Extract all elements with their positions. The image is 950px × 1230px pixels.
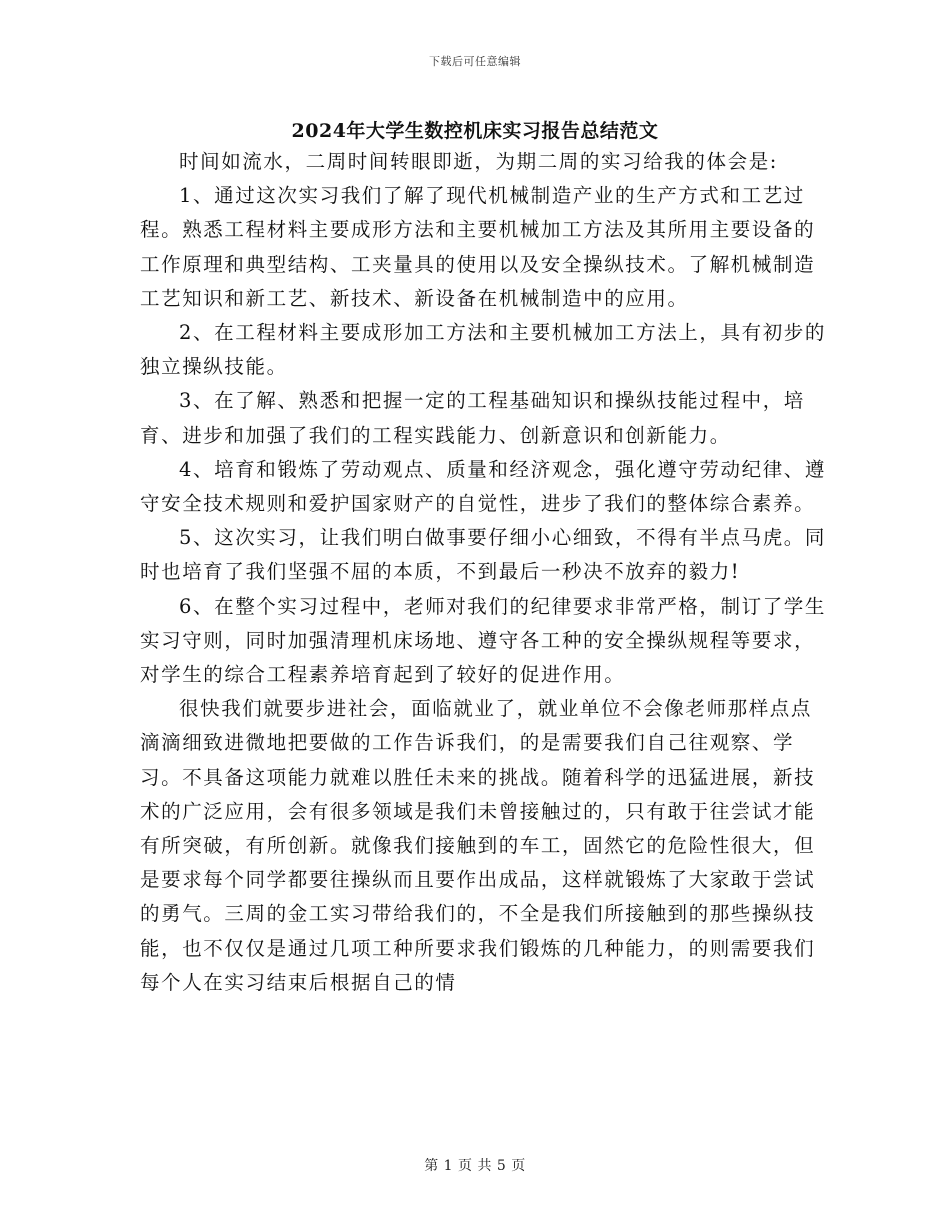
paragraph-point-6: 6、在整个实习过程中，老师对我们的纪律要求非常严格，制订了学生实习守则，同时加强清理机床场地、遵守各工种的安全操纵规程等要求，对学生的综合工程素养培育起到了较好的促进作用。	[140, 594, 827, 687]
header-note: 下载后可任意编辑	[429, 55, 521, 68]
paragraph-point-2: 2、在工程材料主要成形加工方法和主要机械加工方法上，具有初步的独立操纵技能。	[140, 321, 827, 379]
page-number-footer: 第 1 页 共 5 页	[424, 1158, 526, 1174]
document-body	[140, 145, 830, 1000]
paragraph-point-1: 1、通过这次实习我们了解了现代机械制造产业的生产方式和工艺过程。熟悉工程材料主要成形方法和主要机械加工方法及其所用主要设备的工作原理和典型结构、工夹量具的使用以及安全操纵技术。了解机械制造工艺知识和新工艺、新技术、新设备在机械制造中的应用。	[140, 184, 816, 310]
paragraph-point-3: 3、在了解、熟悉和把握一定的工程基础知识和操纵技能过程中，培育、进步和加强了我们的工程实践能力、创新意识和创新能力。	[140, 389, 805, 447]
paragraph-point-4: 4、培育和锻炼了劳动观点、质量和经济观念，强化遵守劳动纪律、遵守安全技术规则和爱护国家财产的自觉性，进步了我们的整体综合素养。	[140, 457, 827, 516]
document-title: 2024年大学生数控机床实习报告总结范文	[291, 120, 659, 142]
paragraph-point-5: 5、这次实习，让我们明白做事要仔细小心细致，不得有半点马虎。同时也培育了我们坚强不屈的本质，不到最后一秒决不放弃的毅力!	[140, 526, 827, 584]
paragraph-intro: 时间如流水，二周时间转眼即逝，为期二周的实习给我的体会是:	[179, 150, 778, 173]
paragraph-conclusion: 很快我们就要步进社会，面临就业了，就业单位不会像老师那样点点滴滴细致进微地把要做的工作告诉我们，的是需要我们自己往观察、学习。不具备这项能力就难以胜任未来的挑战。随着科学的迅猛进展，新技术的广泛应用，会有很多领域是我们未曾接触过的，只有敢于往尝试才能有所突破，有所创新。就像我们接触到的车工，固然它的危险性很大，但是要求每个同学都要往操纵而且要作出成品，这样就锻炼了大家敢于尝试的勇气。三周的金工实习带给我们的，不全是我们所接触到的那些操纵技能，也不仅仅是通过几项工种所要求我们锻炼的几种能力，的则需要我们每个人在实习结束后根据自己的情	[140, 697, 816, 994]
